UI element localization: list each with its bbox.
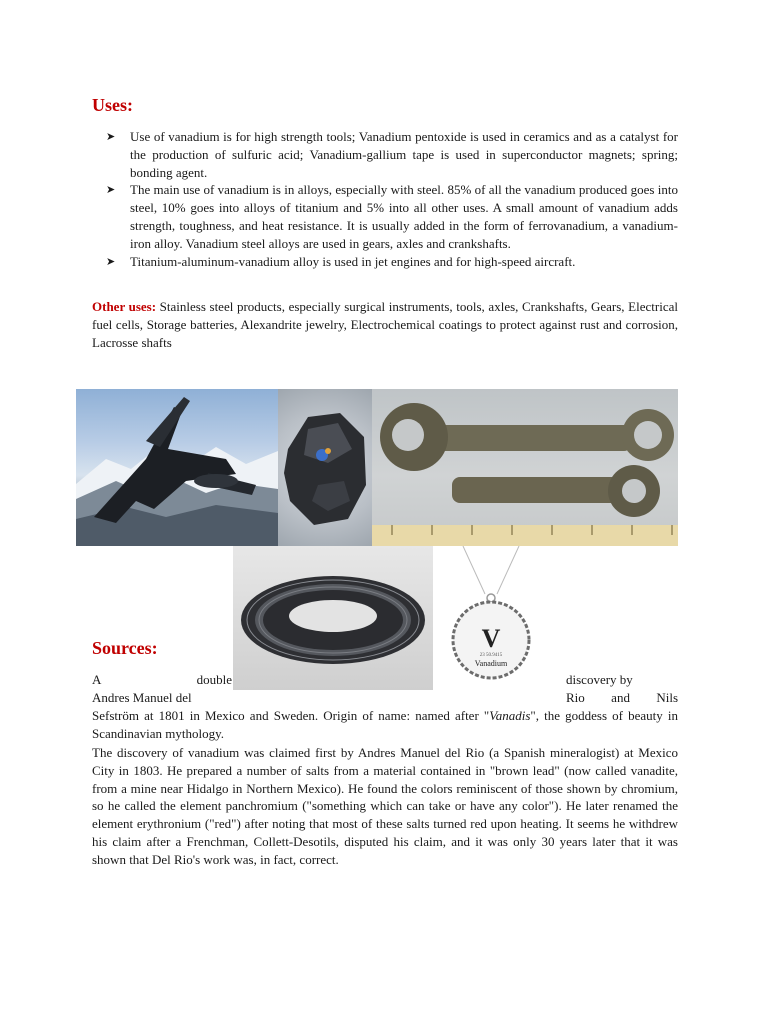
origin-text-b: ", the goddess of beauty in Scandinavian mythology. <box>92 708 678 741</box>
uses-heading: Uses: <box>92 95 133 115</box>
jet-aircraft-image <box>76 389 278 546</box>
arrow-bullet-icon: ➤ <box>106 130 116 143</box>
pendant-illustration <box>433 546 549 690</box>
sources-line2-start: Andres Manuel del <box>92 690 192 705</box>
discovery-paragraph: The discovery of vanadium was claimed first by Andres Manuel del Rio (a Spanish mineralogist) at Mexico City in 1803. He prepared a number of salts from a material contained in "brown lead" (now called vanadite, from a mine near Hidalgo in Northern Mexico). He found the colors reminiscent of those shown by chromium, so he called the element panchromium ("something which can take or have any color"). He later renamed the element erythronium ("red") after noting that most of these salts turned red upon heating. It seems he withdrew his claim after a Frenchman, Collett-Desotils, disputed his claim, and it was only 30 years later that it was shown that Del Rio's work was, in fact, correct. <box>92 745 678 867</box>
other-uses-paragraph <box>92 298 678 351</box>
vanadium-wrench-image <box>372 389 678 546</box>
vanadis-name: Vanadis <box>489 708 531 723</box>
other-uses-label: Other uses: <box>92 299 157 314</box>
sources-heading: Sources: <box>92 638 158 658</box>
other-uses-text: Stainless steel products, especially surgical instruments, tools, axles, Crankshafts, Gears, Electrical fuel cells, Storage batteries, Alexandrite jewelry, Electrochemical coatings to protect against rust and corrosion, Lacrosse shafts <box>92 299 678 350</box>
pendant-element-name: Vanadium <box>474 659 508 668</box>
bullet-text: Titanium-aluminum-vanadium alloy is used in jet engines and for high-speed aircraft. <box>130 253 576 269</box>
sources-origin-text <box>92 707 678 743</box>
sources-line2-end <box>566 689 678 707</box>
sources-word: double <box>196 672 232 687</box>
pendant-symbol: V <box>481 624 501 653</box>
vanadium-pendant-image <box>433 546 549 690</box>
uses-list <box>106 128 678 270</box>
list-item <box>106 253 678 271</box>
sources-word: Rio <box>566 690 585 705</box>
bullet-text: The main use of vanadium is in alloys, especially with steel. 85% of all the vanadium produced goes into steel, 10% goes into alloys of titanium and 5% into all other uses. A small amount of vanadium adds strength, toughness, and heat resistance. It is usually added in the form of ferrovanadium, a vanadium-iron alloy. Vanadium steel alloys are used in gears, axles and crankshafts. <box>130 182 678 251</box>
list-item <box>106 181 678 252</box>
vanadium-ore-image <box>278 389 372 546</box>
ore-rock-illustration <box>278 389 372 546</box>
jet-aircraft-illustration <box>76 389 278 546</box>
vanadium-wire-image <box>233 546 433 690</box>
wrench-illustration <box>372 389 678 546</box>
sources-word: A <box>92 672 102 687</box>
sources-line1-end: discovery by <box>566 672 633 687</box>
arrow-bullet-icon: ➤ <box>106 254 116 268</box>
sources-line1-start <box>92 671 232 689</box>
wire-coil-illustration <box>233 546 433 690</box>
origin-text-a: Sefström at 1801 in Mexico and Sweden. Origin of name: named after " <box>92 708 490 723</box>
sources-word: and <box>611 690 630 705</box>
bullet-text: Use of vanadium is for high strength tools; Vanadium pentoxide is used in ceramics and as a catalyst for the production of sulfuric acid; Vanadium-gallium tape is used in superconductor magnets; spring; bonding agent. <box>130 129 678 180</box>
list-item <box>106 128 678 181</box>
sources-word: Nils <box>656 690 678 705</box>
pendant-atomic-number: 23 50.9415 <box>479 653 503 658</box>
arrow-bullet-icon: ➤ <box>106 183 116 197</box>
